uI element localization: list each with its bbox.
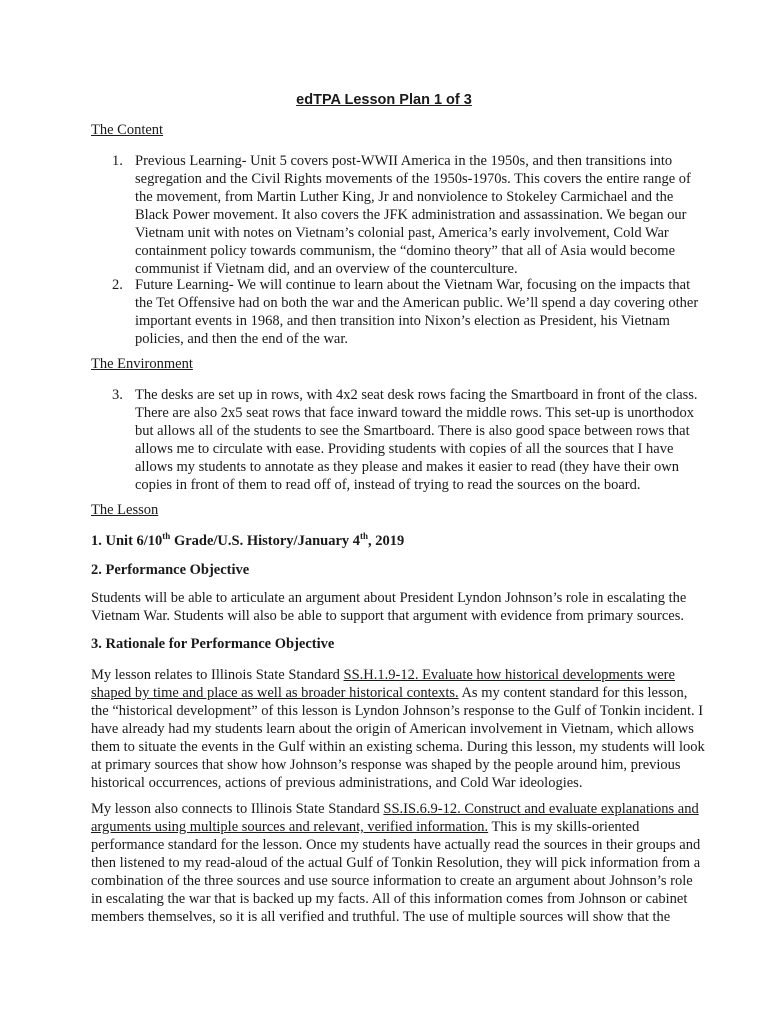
text-run: My lesson also connects to Illinois State Standard <box>91 801 384 817</box>
list-item-future-learning <box>135 276 699 348</box>
text-line: The desks are set up in rows, with 4x2 seat desk rows facing the Smartboard in front of the class. <box>135 387 698 403</box>
text-line: in escalating the war that is backed up my facts. All of this information comes from Johnson or cabinet <box>91 891 688 907</box>
text-line: segregation and the Civil Rights movements of the 1950s-1970s. This covers the entire range of <box>135 171 691 187</box>
text-line: Black Power movement. It also covers the JFK administration and assassination. We began our <box>135 207 687 223</box>
unit-heading-part: Grade/U.S. History/January 4 <box>170 532 361 549</box>
rationale-paragraph-1 <box>91 666 705 792</box>
text-line: important events in 1968, and then transition into Nixon’s election as President, his Vietnam <box>135 313 670 329</box>
standard-reference: SS.H.1.9-12. Evaluate how historical developments were <box>343 667 675 683</box>
list-number: 2. <box>112 277 123 293</box>
text-line: communist if Vietnam did, and an overview of the counterculture. <box>135 261 518 277</box>
standard-reference: shaped by time and place as well as broader historical contexts. <box>91 685 459 701</box>
text-line: allows me to circulate with ease. Providing students with copies of all the sources that I have <box>135 441 674 457</box>
list-number: 3. <box>112 387 123 403</box>
unit-heading-part: 1. Unit 6/10 <box>91 532 163 549</box>
text-line: There are also 2x5 seat rows that face inward toward the middle rows. This set-up is unorthodox <box>135 405 695 421</box>
unit-heading <box>91 531 404 550</box>
text-line: Students will be able to articulate an argument about President Lyndon Johnson’s role in escalating the <box>91 590 687 606</box>
text-line: then listened to my read-aloud of the actual Gulf of Tonkin Resolution, they will pick information from a <box>91 855 701 871</box>
text-line: historical occurrences, actions of previous administrations, and Cold War ideologies. <box>91 775 583 791</box>
text-line <box>91 800 699 818</box>
section-heading-environment: The Environment <box>91 356 193 372</box>
list-item-previous-learning <box>135 152 691 278</box>
superscript: th <box>162 531 171 541</box>
text-line: members themselves, so it is all verified and truthful. The use of multiple sources will show that the <box>91 909 671 925</box>
text-line: have already had my students learn about the origin of American involvement in Vietnam, which allows <box>91 721 694 737</box>
text-line <box>91 684 688 702</box>
list-item-desks <box>135 386 698 494</box>
standard-reference: arguments using multiple sources and relevant, verified information. <box>91 819 489 835</box>
rationale-paragraph-2 <box>91 800 701 926</box>
text-line <box>91 666 681 684</box>
text-line <box>91 818 681 836</box>
text-line: at primary sources that show how Johnson’s response was shaped by the people around him, previous <box>91 757 681 773</box>
text-line: copies in front of them to read off of, instead of trying to read the sources on the board. <box>135 477 641 493</box>
standard-reference: SS.IS.6.9-12. Construct and evaluate explanations and <box>383 801 699 817</box>
rationale-heading: 3. Rationale for Performance Objective <box>91 636 335 652</box>
text-run: This is my skills-oriented <box>488 819 640 835</box>
section-heading-content: The Content <box>91 122 164 138</box>
text-run: As my content standard for this lesson, <box>458 685 688 701</box>
section-heading-lesson: The Lesson <box>91 502 159 518</box>
document-title: edTPA Lesson Plan 1 of 3 <box>296 92 472 108</box>
objective-paragraph <box>91 589 687 625</box>
text-line: Vietnam War. Students will also be able to support that argument with evidence from primary sources. <box>91 608 684 624</box>
text-line: combination of the three sources and use source information to create an argument about Johnson’s role <box>91 873 693 889</box>
text-run: My lesson relates to Illinois State Standard <box>91 667 344 683</box>
superscript: th <box>360 531 369 541</box>
list-number: 1. <box>112 153 123 169</box>
text-line: containment policy towards communism, the “domino theory” that all of Asia would become <box>135 243 676 259</box>
unit-heading-part: , 2019 <box>368 532 405 549</box>
objective-heading: 2. Performance Objective <box>91 562 250 578</box>
text-line: the Tet Offensive had on both the war and the American public. We’ll spend a day covering other <box>135 295 699 311</box>
text-line: the “historical development” of this lesson is Lyndon Johnson’s response to the Gulf of Tonkin incident. I <box>91 703 704 719</box>
text-line: the movement, from Martin Luther King, Jr and nonviolence to Stokeley Carmichael and the <box>135 189 674 205</box>
text-line: policies, and then the end of the war. <box>135 331 349 347</box>
text-line: Vietnam unit with notes on Vietnam’s colonial past, America’s early involvement, Cold War <box>135 225 669 241</box>
text-line: Future Learning- We will continue to learn about the Vietnam War, focusing on the impacts that <box>135 277 691 293</box>
text-line: but allows all of the students to see the Smartboard. There is also good space between rows that <box>135 423 690 439</box>
text-line: allows my students to annotate as they please and makes it easier to read (they have their own <box>135 459 679 475</box>
text-line: performance standard for the lesson. Once my students have actually read the sources in their groups and <box>91 837 701 853</box>
text-line: Previous Learning- Unit 5 covers post-WWII America in the 1950s, and then transitions into <box>135 153 673 169</box>
text-line: them to situate the events in the Gulf within an existing schema. During this lesson, my students will look <box>91 739 705 755</box>
